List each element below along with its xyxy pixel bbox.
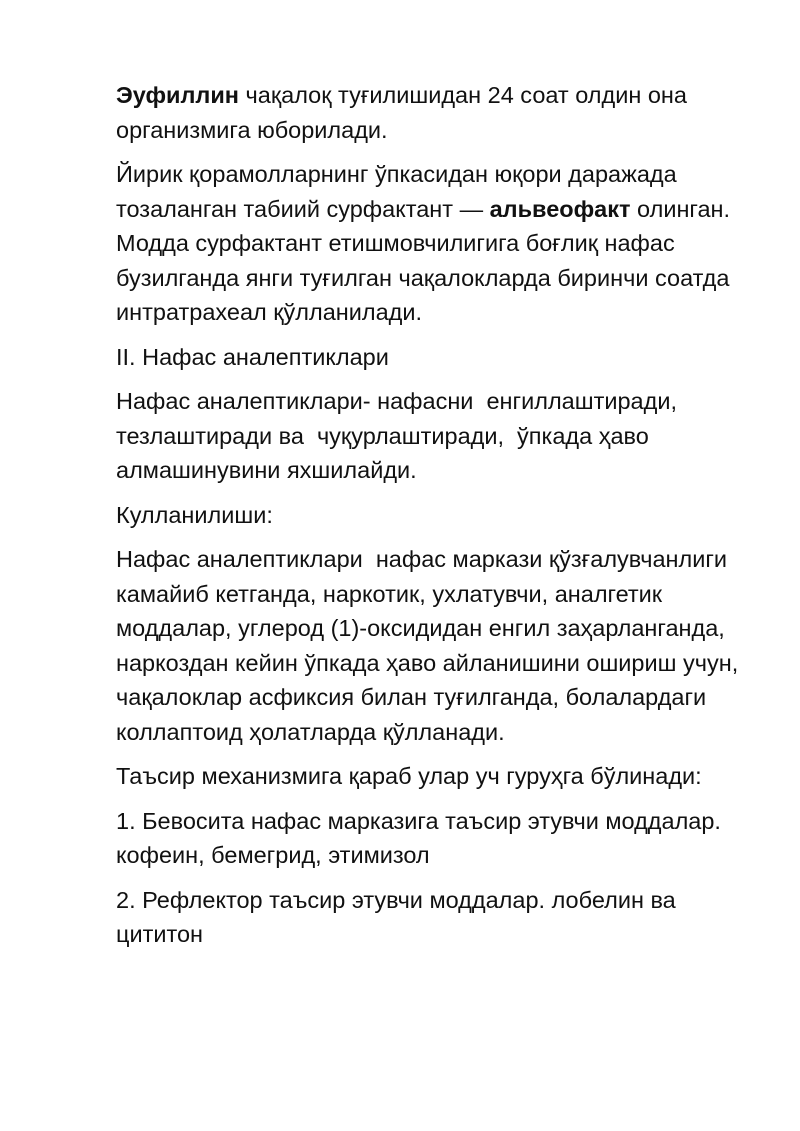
paragraph-usage: Нафас аналептиклари нафас маркази қўзғалувчанлиги камайиб кетганда, наркотик, ухлатувчи, аналгетик моддалар, углерод (1)-оксидидан енгил заҳарланганда, наркоздан кейин ўпкада ҳаво айланишини ошириш учун, чақалоклар асфиксия билан туғилганда, болалардаги коллаптоид ҳолатларда қўлланади. bbox=[116, 546, 745, 745]
paragraph-definition: Нафас аналептиклари- нафасни енгиллаштиради, тезлаштиради ва чуқурлаштиради, ўпкада ҳаво алмашинувини яхшилайди. bbox=[116, 388, 684, 483]
paragraph-alveofact bbox=[116, 157, 756, 330]
list-item-group-1: 1. Бевосита нафас марказига таъсир этувчи моддалар. кофеин, бемегрид, этимизол bbox=[116, 807, 728, 868]
document-body bbox=[116, 78, 756, 962]
term-alveofact: альвеофакт bbox=[489, 195, 631, 222]
paragraph-euphyllin-text: чақалоқ туғилишидан 24 соат олдин она организмига юборилади. bbox=[116, 82, 694, 143]
list-item-group-2: 2. Рефлектор таъсир этувчи моддалар. лобелин ва цититон bbox=[116, 886, 683, 947]
paragraph-alveofact-text-after: олинган. Модда сурфактант етишмовчилигига боғлиқ нафас бузилганда янги туғилган чақалокларда биринчи соатда интратрахеал қўлланилади. bbox=[116, 195, 737, 325]
paragraph-usage-label: Кулланилиши: bbox=[116, 501, 273, 528]
paragraph-groups-intro: Таъсир механизмига қараб улар уч гуруҳга бўлинади: bbox=[116, 763, 702, 789]
paragraph-alveofact-text-before: Йирик қорамолларнинг ўпкасидан юқори даражада тозаланган табиий сурфактант — bbox=[116, 161, 684, 222]
paragraph-euphyllin bbox=[116, 78, 756, 147]
term-euphyllin: Эуфиллин bbox=[116, 82, 239, 108]
section-heading: II. Нафас аналептиклари bbox=[116, 343, 389, 370]
